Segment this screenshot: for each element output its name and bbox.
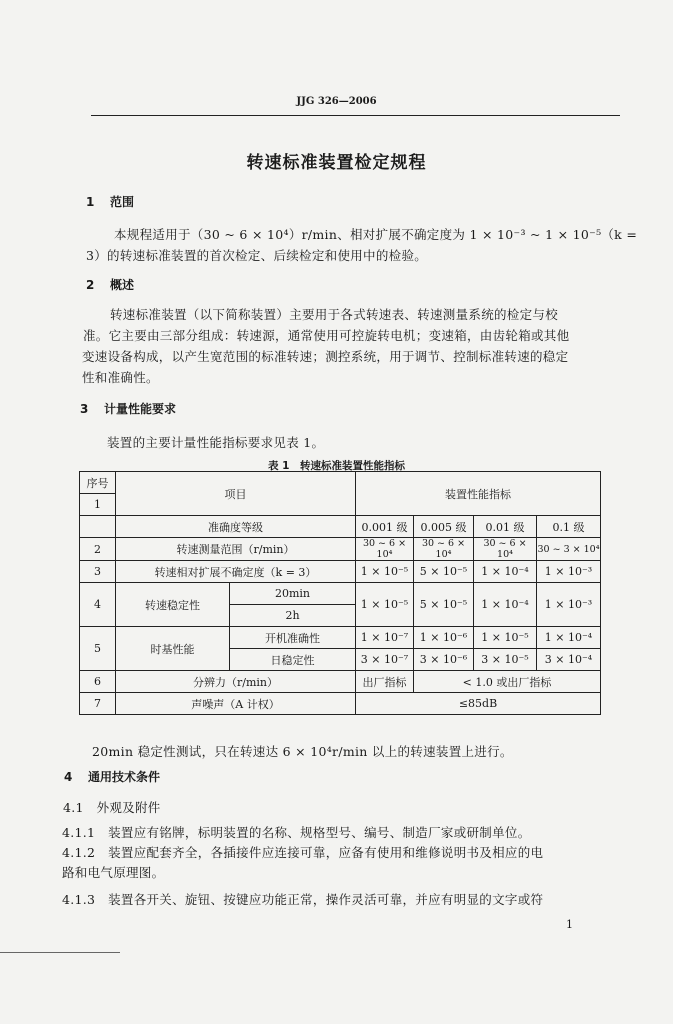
table-cell-value: 3 × 10⁻⁴ bbox=[537, 649, 601, 671]
table-cell-subitem: 2h bbox=[230, 605, 356, 627]
table-cell-grade: 0.01 级 bbox=[474, 516, 537, 538]
table-cell-value: 出厂指标 bbox=[356, 671, 414, 693]
table-header-item: 项目 bbox=[116, 472, 356, 516]
table-cell-item: 转速测量范围（r/min） bbox=[116, 538, 356, 561]
table-cell-item: 声噪声（A 计权） bbox=[116, 693, 356, 715]
table-cell-seq: 5 bbox=[80, 627, 116, 671]
page-title: 转速标准装置检定规程 bbox=[246, 153, 427, 173]
table-cell-value: 1 × 10⁻⁵ bbox=[356, 561, 414, 583]
footer-rule bbox=[0, 952, 120, 953]
paragraph-line: 4.1.2 装置应配套齐全，各插接件应连接可靠，应备有使用和维修说明书及相应的电 bbox=[62, 845, 544, 860]
table-cell-value: 30 ~ 6 × 10⁴ bbox=[356, 538, 414, 561]
table-cell-value: 30 ~ 6 × 10⁴ bbox=[474, 538, 537, 561]
table-cell-value: 1 × 10⁻⁴ bbox=[474, 583, 537, 627]
table-cell-grade: 0.001 级 bbox=[356, 516, 414, 538]
table-cell-value: 5 × 10⁻⁵ bbox=[414, 561, 474, 583]
table-caption: 表 1 转速标准装置性能指标 bbox=[268, 460, 405, 472]
section-3-heading bbox=[80, 400, 176, 417]
paragraph-line: 准。它主要由三部分组成：转速源，通常使用可控旋转电机；变速箱，由齿轮箱或其他 bbox=[83, 328, 570, 343]
table-cell-value: 1 × 10⁻³ bbox=[537, 583, 601, 627]
section-title: 范围 bbox=[110, 195, 135, 209]
table-cell-item: 时基性能 bbox=[116, 627, 230, 671]
paragraph-line: 变速设备构成，以产生宽范围的标准转速；测控系统，用于调节、控制标准转速的稳定 bbox=[82, 349, 569, 364]
paragraph-line: 4.1.3 装置各开关、旋钮、按键应功能正常，操作灵活可靠，并应有明显的文字或符 bbox=[62, 892, 544, 907]
table-cell-value: 30 ~ 3 × 10⁴ bbox=[537, 538, 601, 561]
table-row bbox=[80, 516, 601, 538]
table-cell-seq: 4 bbox=[80, 583, 116, 627]
table-header-perf: 装置性能指标 bbox=[356, 472, 601, 516]
table-cell-value: 1 × 10⁻⁴ bbox=[474, 561, 537, 583]
section-title: 概述 bbox=[110, 278, 135, 292]
table-cell-value: 1 × 10⁻³ bbox=[537, 561, 601, 583]
table-cell-value: 1 × 10⁻⁷ bbox=[356, 627, 414, 649]
section-number: 2 bbox=[86, 278, 95, 292]
table-cell-subitem: 20min bbox=[230, 583, 356, 605]
table-header-seq: 序号 bbox=[80, 472, 116, 494]
paragraph-line: 4.1.1 装置应有铭牌，标明装置的名称、规格型号、编号、制造厂家或研制单位。 bbox=[62, 825, 531, 840]
table-cell-value: 1 × 10⁻⁴ bbox=[537, 627, 601, 649]
table-row bbox=[80, 561, 601, 583]
section-2-heading bbox=[86, 276, 134, 293]
table-row bbox=[80, 671, 601, 693]
table-cell-item: 分辨力（r/min） bbox=[116, 671, 356, 693]
paragraph-line: 性和准确性。 bbox=[82, 370, 159, 385]
table-cell-value: 1 × 10⁻⁵ bbox=[474, 627, 537, 649]
table-row bbox=[80, 538, 601, 561]
section-number: 4 bbox=[64, 770, 73, 784]
table-cell-item: 转速相对扩展不确定度（k = 3） bbox=[116, 561, 356, 583]
table-note: 20min 稳定性测试，只在转速达 6 × 10⁴r/min 以上的转速装置上进行。 bbox=[92, 744, 513, 759]
table-cell-item: 转速稳定性 bbox=[116, 583, 230, 627]
section-number: 1 bbox=[86, 195, 95, 209]
table-cell-value: < 1.0 或出厂指标 bbox=[414, 671, 601, 693]
subsection-heading: 4.1 外观及附件 bbox=[63, 800, 161, 815]
table-cell-value: ≤85dB bbox=[356, 693, 601, 715]
table-cell-seq: 7 bbox=[80, 693, 116, 715]
performance-table bbox=[79, 471, 601, 715]
table-row bbox=[80, 627, 601, 649]
table-cell-subitem: 开机准确性 bbox=[230, 627, 356, 649]
table-cell-value: 3 × 10⁻⁵ bbox=[474, 649, 537, 671]
table-cell-value: 3 × 10⁻⁷ bbox=[356, 649, 414, 671]
table-cell-seq: 1 bbox=[80, 494, 116, 516]
doc-code-header: JJG 326—2006 bbox=[296, 96, 377, 107]
section-number: 3 bbox=[80, 402, 89, 416]
paragraph-line: 本规程适用于（30 ~ 6 × 10⁴）r/min、相对扩展不确定度为 1 × 10⁻³ ~ 1 × 10⁻⁵（k = bbox=[114, 227, 638, 242]
section-1-heading bbox=[86, 193, 134, 210]
paragraph-line: 3）的转速标准装置的首次检定、后续检定和使用中的检验。 bbox=[86, 248, 428, 263]
table-cell-value: 3 × 10⁻⁶ bbox=[414, 649, 474, 671]
header-rule bbox=[91, 115, 620, 116]
table-cell-value: 1 × 10⁻⁶ bbox=[414, 627, 474, 649]
table-row bbox=[80, 472, 601, 494]
table-cell-item: 准确度等级 bbox=[116, 516, 356, 538]
table-row bbox=[80, 583, 601, 605]
page-number: 1 bbox=[566, 918, 573, 931]
table-cell-seq: 3 bbox=[80, 561, 116, 583]
table-cell-seq: 6 bbox=[80, 671, 116, 693]
section-title: 通用技术条件 bbox=[88, 770, 161, 784]
paragraph-line: 装置的主要计量性能指标要求见表 1。 bbox=[107, 435, 325, 450]
table-cell-seq: 2 bbox=[80, 538, 116, 561]
table-row bbox=[80, 693, 601, 715]
section-4-heading bbox=[64, 768, 160, 785]
paragraph-line: 转速标准装置（以下简称装置）主要用于各式转速表、转速测量系统的检定与校 bbox=[110, 307, 559, 322]
table-cell-seq bbox=[80, 516, 116, 538]
table-cell-subitem: 日稳定性 bbox=[230, 649, 356, 671]
table-cell-value: 5 × 10⁻⁵ bbox=[414, 583, 474, 627]
table-cell-grade: 0.005 级 bbox=[414, 516, 474, 538]
table-cell-value: 30 ~ 6 × 10⁴ bbox=[414, 538, 474, 561]
paragraph-line: 路和电气原理图。 bbox=[62, 865, 165, 880]
table-cell-value: 1 × 10⁻⁵ bbox=[356, 583, 414, 627]
section-title: 计量性能要求 bbox=[104, 402, 177, 416]
table-cell-grade: 0.1 级 bbox=[537, 516, 601, 538]
